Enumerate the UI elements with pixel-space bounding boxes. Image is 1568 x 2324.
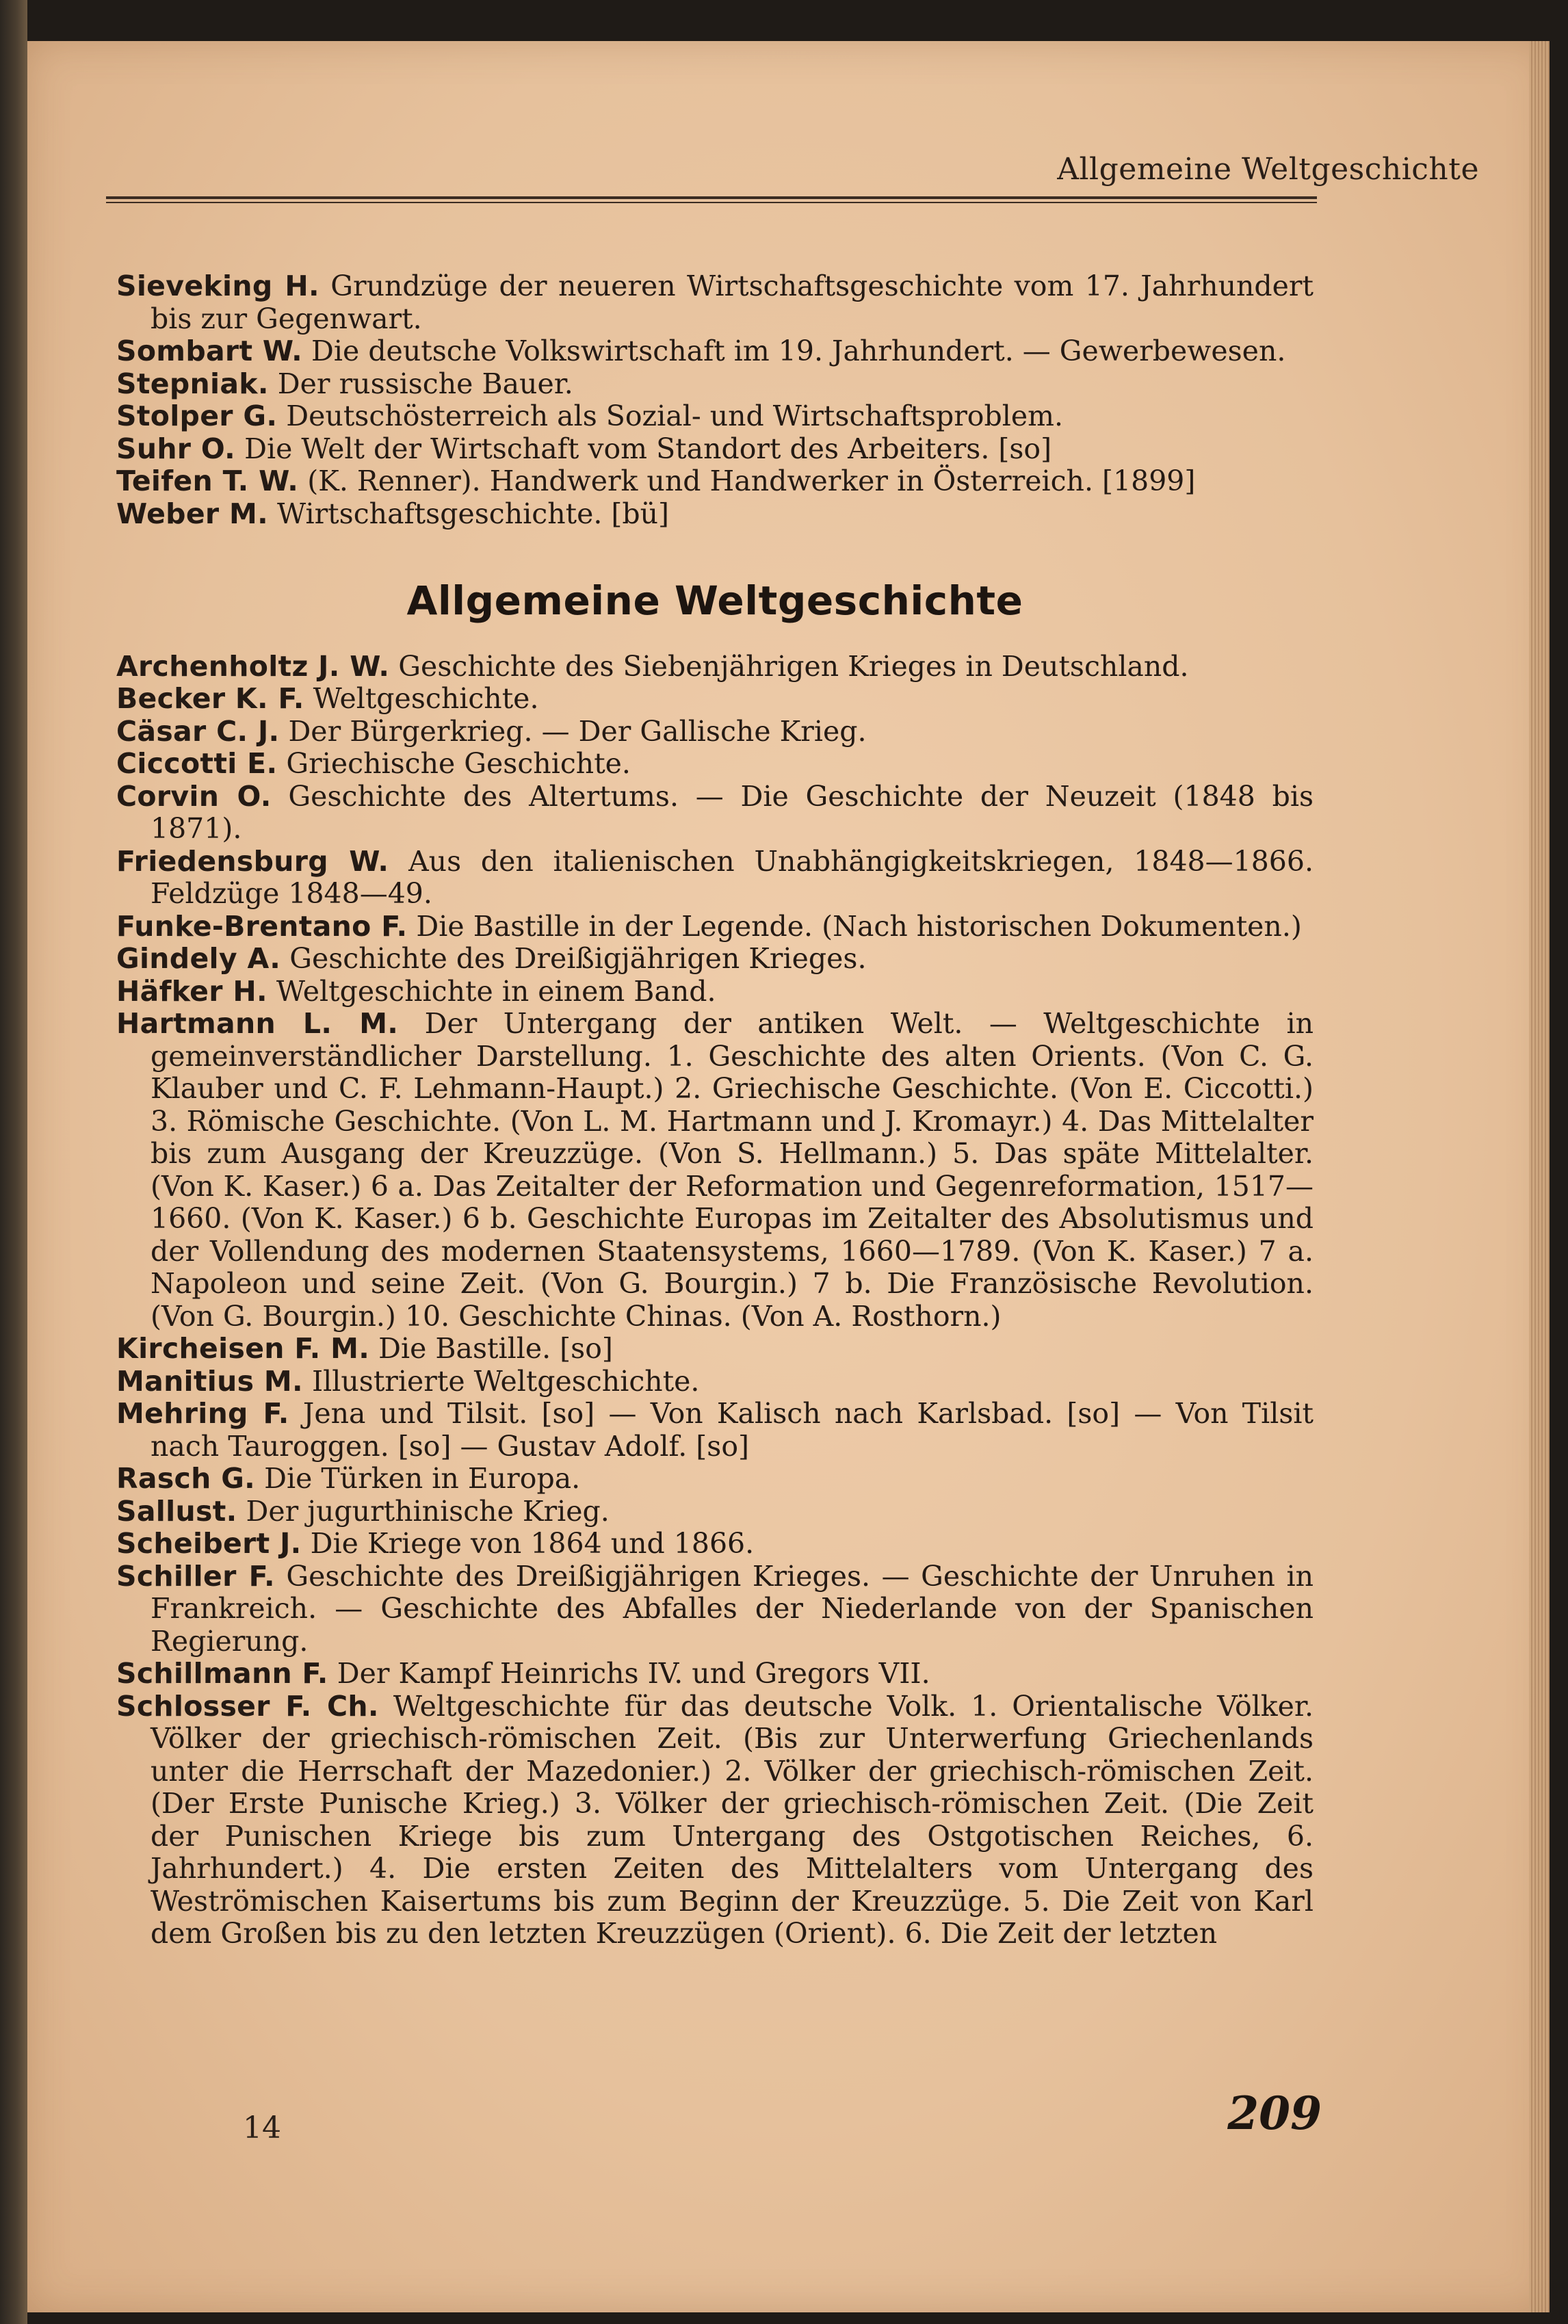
entry-text: Der jugurthinische Krieg.: [246, 1494, 610, 1528]
entry-text: Geschichte des Siebenjährigen Krieges in Deutschland.: [398, 649, 1189, 683]
entry-text: Deutschösterreich als Sozial- und Wirtschaftsproblem.: [286, 400, 1064, 432]
entry-author: Schillmann F.: [116, 1657, 328, 1690]
entry-text: Die Kriege von 1864 und 1866.: [310, 1527, 755, 1560]
list-item: [116, 976, 1314, 1008]
list-item: [116, 368, 1314, 401]
entry-author: Cäsar C. J.: [116, 714, 280, 748]
list-item: [116, 1658, 1314, 1690]
entry-author: Stolper G.: [116, 400, 278, 432]
entry-text: Geschichte des Dreißigjährigen Krieges.: [289, 942, 867, 975]
entry-text: Weltgeschichte.: [313, 682, 539, 715]
list-item: [116, 943, 1314, 976]
entry-text: Weltgeschichte für das deutsche Volk. 1. Orientalische Völker. Völker der griechisch-römischen Zeit. (Bis zur Unterwerfung Griechenlands unter die Herrschaft der Mazedonier.) 2. Völker der griechisch-römischen Zeit. (Der Erste Punische Krieg.) 3. Völker der griechisch-römischen Zeit. (Die Zeit der Punischen Kriege bis zum Untergang des Ostgotischen Reiches, 6. Jahrhundert.) 4. Die ersten Zeiten des Mittelalters vom Untergang des Weströmischen Kaisertums bis zum Beginn der Kreuzzüge. 5. Die Zeit von Karl dem Großen bis zu den letzten Kreuzzügen (Orient). 6. Die Zeit der letzten: [151, 1689, 1314, 1950]
entry-text: Grundzüge der neueren Wirtschaftsgeschichte vom 17. Jahrhundert bis zur Gegenwart.: [151, 270, 1314, 335]
entry-author: Archenholtz J. W.: [116, 649, 390, 683]
list-item: [116, 846, 1314, 911]
list-item: [116, 335, 1314, 368]
list-item: [116, 465, 1314, 498]
entry-author: Kircheisen F. M.: [116, 1332, 370, 1365]
entry-author: Stepniak.: [116, 367, 269, 400]
list-item: [116, 1528, 1314, 1561]
entry-text: Der Untergang der antiken Welt. — Weltgeschichte in gemeinverständlicher Darstellung. 1. Geschichte des alten Orients. (Von C. G. Klauber und C. F. Lehmann-Haupt.) 2. Griechische Geschichte. (Von E. Ciccotti.) 3. Römische Geschichte. (Von L. M. Hartmann und J. Kromayr.) 4. Das Mittelalter bis zum Ausgang der Kreuzzüge. (Von S. Hellmann.) 5. Das späte Mittelalter. (Von K. Kaser.) 6 a. Das Zeitalter der Reformation und Gegenreformation, 1517—1660. (Von K. Kaser.) 6 b. Geschichte Europas im Zeitalter des Absolutismus und der Vollendung des modernen Staatensystems, 1660—1789. (Von K. Kaser.) 7 a. Napoleon und seine Zeit. (Von G. Bourgin.) 7 b. Die Französische Revolution. (Von G. Bourgin.) 10. Geschichte Chinas. (Von A. Rosthorn.): [151, 1007, 1314, 1333]
entry-text: Illustrierte Weltgeschichte.: [311, 1364, 700, 1398]
list-item: [116, 1366, 1314, 1398]
entry-author: Friedensburg W.: [116, 844, 389, 878]
signature-mark: 14: [243, 2111, 281, 2145]
entry-author: Sallust.: [116, 1494, 237, 1528]
entry-text: Der Bürgerkrieg. — Der Gallische Krieg.: [288, 714, 867, 748]
entry-text: Der russische Bauer.: [277, 367, 573, 400]
entry-author: Weber M.: [116, 497, 268, 530]
entry-text: Weltgeschichte in einem Band.: [276, 974, 716, 1008]
entry-author: Rasch G.: [116, 1462, 256, 1495]
list-item: [116, 683, 1314, 716]
list-item: [116, 1008, 1314, 1333]
entry-text: Die Bastille. [so]: [378, 1332, 613, 1365]
entry-text: Die Bastille in der Legende. (Nach historischen Dokumenten.): [416, 909, 1302, 943]
list-item: [116, 1333, 1314, 1366]
entry-text: Geschichte des Altertums. — Die Geschichte der Neuzeit (1848 bis 1871).: [151, 779, 1314, 845]
list-item: [116, 781, 1314, 846]
list-item: [116, 716, 1314, 748]
entry-author: Manitius M.: [116, 1364, 303, 1398]
list-item: [116, 400, 1314, 433]
list-item: [116, 1496, 1314, 1528]
entry-author: Corvin O.: [116, 779, 272, 813]
entry-author: Sieveking H.: [116, 270, 319, 302]
entry-author: Becker K. F.: [116, 682, 304, 715]
list-item: [116, 651, 1314, 683]
list-item: [116, 433, 1314, 466]
entry-author: Funke-Brentano F.: [116, 909, 408, 943]
running-head: Allgemeine Weltgeschichte: [1057, 152, 1479, 187]
entries-main: [116, 651, 1314, 1950]
text-column: [116, 270, 1314, 1950]
book-spine: [0, 0, 27, 2324]
header-rule: [106, 196, 1317, 203]
page-number: 209: [1227, 2087, 1322, 2140]
list-item: [116, 1561, 1314, 1658]
entry-text: Geschichte des Dreißigjährigen Krieges. — Geschichte der Unruhen in Frankreich. — Geschichte des Abfalles der Niederlande von der Spanischen Regierung.: [151, 1559, 1314, 1658]
list-item: [116, 1463, 1314, 1496]
entry-author: Scheibert J.: [116, 1527, 302, 1560]
entry-author: Häfker H.: [116, 974, 267, 1008]
entry-text: Die Welt der Wirtschaft vom Standort des Arbeiters. [so]: [244, 432, 1052, 465]
section-heading: Allgemeine Weltgeschichte: [406, 577, 1023, 624]
page-edge: [1529, 41, 1550, 2312]
list-item: [116, 1398, 1314, 1463]
list-item: [116, 498, 1314, 531]
list-item: [116, 1690, 1314, 1950]
entry-text: Die deutsche Volkswirtschaft im 19. Jahrhundert. — Gewerbewesen.: [311, 335, 1286, 367]
list-item: [116, 911, 1314, 943]
entry-text: Jena und Tilsit. [so] — Von Kalisch nach Karlsbad. [so] — Von Tilsit nach Tauroggen. [so] — Gustav Adolf. [so]: [151, 1397, 1314, 1463]
entry-author: Schiller F.: [116, 1559, 275, 1593]
entry-author: Suhr O.: [116, 432, 236, 465]
entry-text: Der Kampf Heinrichs IV. und Gregors VII.: [337, 1657, 930, 1690]
list-item: [116, 270, 1314, 335]
entries-top: [116, 270, 1314, 530]
entry-text: Aus den italienischen Unabhängigkeitskriegen, 1848—1866. Feldzüge 1848—49.: [151, 844, 1314, 910]
entry-author: Teifen T. W.: [116, 465, 299, 497]
entry-author: Gindely A.: [116, 942, 281, 975]
list-item: [116, 748, 1314, 781]
entry-text: Griechische Geschichte.: [286, 747, 631, 780]
entry-author: Mehring F.: [116, 1397, 289, 1430]
entry-author: Ciccotti E.: [116, 747, 278, 780]
entry-author: Hartmann L. M.: [116, 1007, 399, 1040]
entry-text: Wirtschaftsgeschichte. [bü]: [277, 497, 670, 530]
entry-text: Die Türken in Europa.: [264, 1462, 581, 1495]
entry-author: Sombart W.: [116, 335, 302, 367]
entry-text: (K. Renner). Handwerk und Handwerker in Österreich. [1899]: [307, 465, 1196, 497]
entry-author: Schlosser F. Ch.: [116, 1689, 379, 1723]
